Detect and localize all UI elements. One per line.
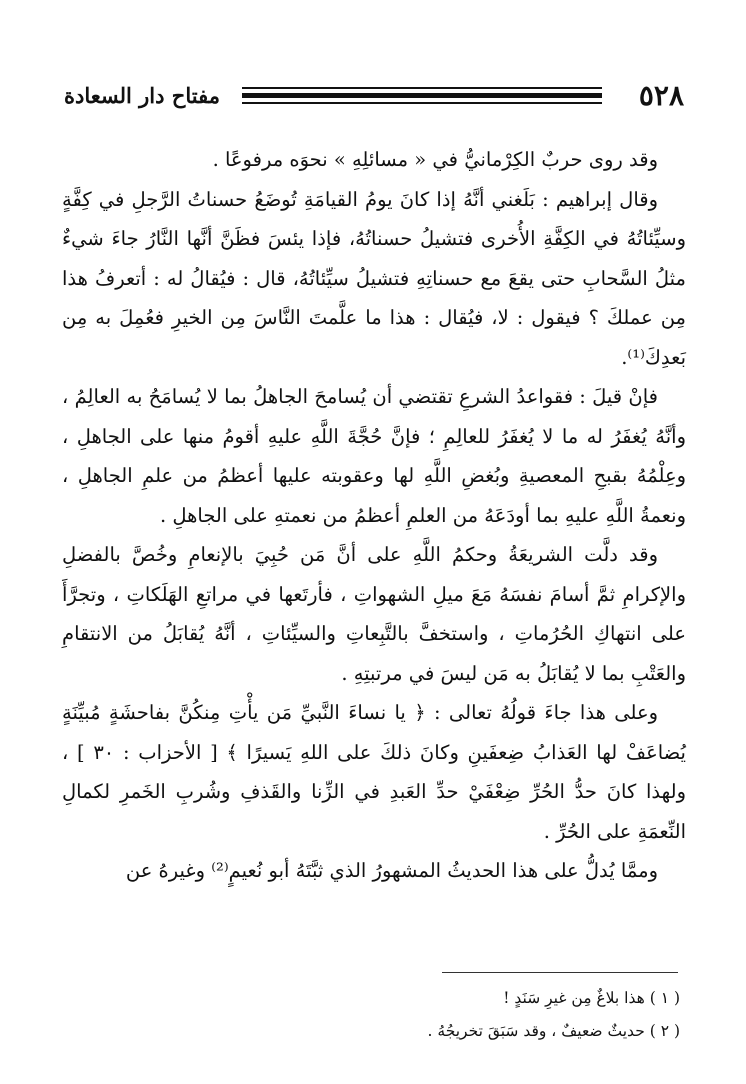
paragraph: وقد روى حربٌ الكِرْمانيُّ في « مسائلِهِ » نحوَه مرفوعًا .: [212, 148, 658, 171]
page-header: [64, 76, 684, 116]
paragraph: فإنْ قيلَ : فقواعدُ الشرعِ تقتضي أن يُسامحَ الجاهلُ بما لا يُسامَحُ به العالِمُ ، وأنَّهُ يُغفَرُ له ما لا يُغفَرُ للعالِمِ ؛ فإنَّ حُجَّةَ اللَّهِ عليهِ أقومُ منها على الجاهلِ ، وعِلْمُهُ بقبحِ المعصيةِ وبُغضِ اللَّهِ لها وعقوبته عليها أعظمُ من علمِ الجاهلِ ، ونعمةُ اللَّهِ عليهِ بما أودَعَهُ من العلمِ أعظمُ من نعمتهِ على الجاهلِ .: [62, 385, 686, 527]
page-number: ٥٢٨: [638, 79, 684, 112]
running-title: مفتاح دار السعادة: [64, 83, 220, 108]
footnote-separator: [442, 972, 678, 973]
footnote: ( ٢ ) حديثٌ ضعيفٌ ، وقد سَبَقَ تخريجُهُ .: [427, 1022, 680, 1040]
paragraph: وعلى هذا جاءَ قولُهُ تعالى : ﴿ يا نساءَ النَّبيِّ مَن يأْتِ مِنكُنَّ بفاحشَةٍ مُبيِّنَةٍ يُضاعَفْ لها العَذابُ ضِعفَينِ وكانَ ذلكَ على اللهِ يَسيرًا ﴾ [ الأحزاب : ٣٠ ] ، ولهذا كانَ حدُّ الحُرِّ ضِعْفَيْ حدِّ العَبدِ في الزِّنا والقَذفِ وشُربِ الخَمرِ لكمالِ النِّعمَةِ على الحُرِّ .: [62, 701, 686, 843]
header-rule-line: [242, 102, 602, 104]
header-rule-line: [242, 87, 602, 89]
footnotes: [100, 982, 680, 1048]
paragraph: وممَّا يُدلُّ على هذا الحديثُ المشهورُ الذي ثبَّتَهُ أبو نُعيمٍ⁽²⁾ وغيرهُ عن: [125, 859, 658, 882]
footnote: ( ١ ) هذا بلاغٌ مِن غيرِ سَنَدٍ !: [503, 989, 680, 1007]
paragraph: وقال إبراهيم : بَلَغني أنَّهُ إذا كانَ يومُ القيامَةِ تُوضَعُ حسناتُ الرَّجلِ في كِفَّةٍ وسيِّئاتُهُ في الكِفَّةِ الأُخرى فتشيلُ حسناتُهُ، فإذا يئسَ فظَنَّ أنَّها النَّارُ جاءَ شيءٌ مثلُ السَّحابِ حتى يقعَ مع حسناتِهِ فتشيلُ سيِّئاتُهُ، قال : فيُقالُ له : أتعرفُ هذا مِن عملكَ ؟ فيقول : لا، فيُقال : هذا ما علَّمتَ النَّاسَ مِن الخيرِ فعُمِلَ به مِن بَعدِكَ⁽¹⁾.: [62, 187, 686, 369]
paragraph: وقد دلَّت الشريعَةُ وحكمُ اللَّهِ على أنَّ مَن حُبِيَ بالإنعامِ وخُصَّ بالفضلِ والإكرامِ ثمَّ أسامَ نفسَهُ مَعَ ميلِ الشهواتِ ، فأرتَعها في مراتعِ الهَلَكاتِ ، وتجرَّأَ على انتهاكِ الحُرُماتِ ، واستخفَّ بالتَّبِعاتِ والسيِّئاتِ ، أنَّهُ يُقابَلُ من الانتقامِ والعَتْبِ بما لا يُقابَلُ به مَن ليسَ في مرتبتِهِ .: [62, 543, 686, 685]
main-text: [62, 140, 686, 891]
header-rule-line: [242, 93, 602, 98]
header-rule: [242, 87, 602, 107]
